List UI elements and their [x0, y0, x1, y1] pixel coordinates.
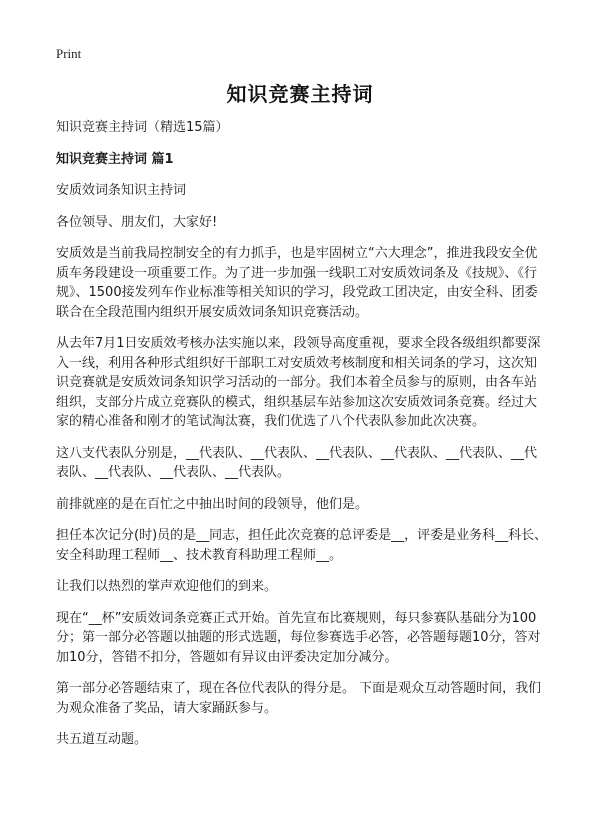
page-title: 知识竞赛主持词: [226, 82, 374, 106]
print-link[interactable]: Print: [56, 46, 82, 61]
paragraph: 共五道互动题。: [56, 732, 148, 747]
paragraph: 安质效词条知识主持词: [56, 183, 187, 198]
document-body: [56, 118, 548, 762]
paragraph: 现在“__杯”安质效词条竞赛正式开始。首先宣布比赛规则，每只参赛队基础分为100分；第一部分必答题以抽题的形式选题，每位参赛选手必答，必答题每题10分，答对加10分，答错不扣分，答题如有异议由评委决定加分减分。: [56, 610, 541, 665]
paragraph: 让我们以热烈的掌声欢迎他们的到来。: [56, 579, 278, 594]
paragraph: 安质效是当前我局控制安全的有力抓手，也是牢固树立“六大理念”，推进我段安全优质车务段建设一项重要工作。为了进一步加强一线职工对安质效词条及《技规》、《行规》、1500接发列车作业标准等相关知识的学习，段党政工团决定，由安全科、团委联合在全段范围内组织开展安质效词条知识竞赛活动。: [56, 246, 538, 320]
paragraph: 从去年7月1日安质效考核办法实施以来，段领导高度重视，要求全段各级组织都要深入一线，利用各种形式组织好干部职工对安质效考核制度和相关词条的学习，这次知识竞赛就是安质效词条知识学习活动的一部分。我们本着全员参与的原则，由各车站组织，支部分片成立竞赛队的模式，组织基层车站参加这次安质效词条竞赛。经过大家的精心准备和刚才的笔试淘汰赛，我们优选了八个代表队参加此次决赛。: [56, 336, 541, 429]
section-heading: 知识竞赛主持词 篇1: [56, 151, 174, 167]
paragraph: 这八支代表队分别是，__代表队、__代表队、__代表队、__代表队、__代表队、__代表队、__代表队、__代表队、__代表队。: [56, 445, 538, 480]
paragraph: 第一部分必答题结束了，现在各位代表队的得分是。 下面是观众互动答题时间，我们为观众准备了奖品，请大家踊跃参与。: [56, 681, 542, 716]
paragraph: 担任本次记分(时)员的是__同志，担任此次竞赛的总评委是__，评委是业务科__科长、安全科助理工程师__、技术教育科助理工程师__。: [56, 528, 548, 563]
paragraph: 各位领导、朋友们，大家好!: [56, 214, 218, 230]
paragraph: 前排就座的是在百忙之中抽出时间的段领导，他们是。: [56, 496, 369, 512]
document-subtitle: 知识竞赛主持词（精选15篇）: [56, 120, 229, 135]
